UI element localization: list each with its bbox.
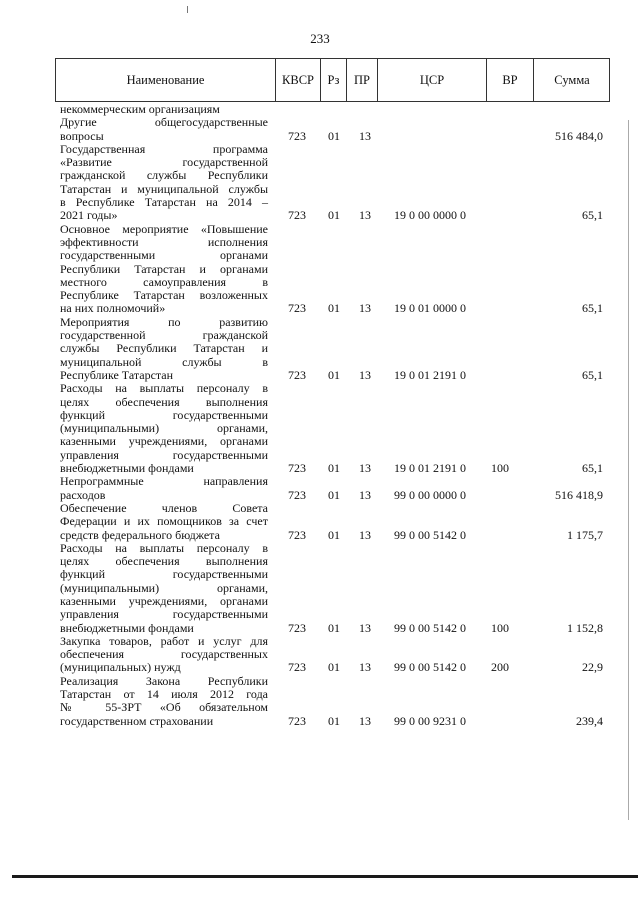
header-pr: ПР (354, 73, 370, 87)
cell-pr: 13 (359, 660, 371, 675)
cell-sum: 239,4 (576, 713, 603, 728)
row-name-line: № 55-ЗРТ «Об обязательном (60, 700, 268, 715)
row-name-line: «Развитие государственной (60, 155, 268, 170)
header-kvsr: КВСР (282, 73, 314, 87)
cell-sum: 65,1 (582, 208, 603, 223)
cell-pr: 13 (359, 301, 371, 316)
cell-vr: 200 (491, 660, 509, 675)
cell-kvsr: 723 (288, 713, 306, 728)
cell-kvsr: 723 (288, 620, 306, 635)
row-name-line: государственной гражданской (60, 328, 268, 343)
table-row (60, 382, 610, 475)
cell-sum: 1 175,7 (567, 527, 603, 542)
row-name-line: государственными органами (60, 248, 268, 263)
row-name-line: Непрограммные направления (60, 474, 268, 489)
row-name-line: Реализация Закона Республики (60, 673, 268, 688)
cell-csr: 99 0 00 5142 0 (394, 620, 466, 635)
row-name-line: службы Республики Татарстан и (60, 341, 268, 356)
row-name-line: Обеспечение членов Совета (60, 500, 268, 515)
row-name-line: местного самоуправления в (60, 274, 268, 289)
row-name-line: Основное мероприятие «Повышение (60, 221, 268, 236)
table-row (60, 223, 610, 316)
cell-rz: 01 (328, 660, 340, 675)
table-body (60, 103, 610, 728)
cell-pr: 13 (359, 527, 371, 542)
row-name-line: Татарстан от 14 июля 2012 года (60, 687, 268, 702)
cell-pr: 13 (359, 487, 371, 502)
cell-kvsr: 723 (288, 301, 306, 316)
cell-vr: 100 (491, 461, 509, 476)
cell-rz: 01 (328, 301, 340, 316)
table-row (60, 635, 610, 675)
row-name-line: (муниципальными) органами, (60, 421, 268, 436)
table-row (60, 103, 610, 116)
cell-rz: 01 (328, 527, 340, 542)
cell-rz: 01 (328, 367, 340, 382)
row-name-line: муниципальной службы в (60, 354, 268, 369)
cell-pr: 13 (359, 620, 371, 635)
cell-rz: 01 (328, 208, 340, 223)
row-name-line: Другие общегосударственные (60, 115, 268, 130)
row-name-line: Расходы на выплаты персоналу в (60, 540, 268, 555)
row-name-line: на них полномочий» (60, 301, 166, 316)
row-name-line: (муниципальных) нужд (60, 660, 181, 675)
row-name-line: обеспечения государственных (60, 647, 268, 662)
table-row (60, 475, 610, 502)
table-row (60, 316, 610, 382)
scan-speck (187, 6, 188, 13)
row-name-line: 2021 годы» (60, 208, 118, 223)
cell-csr: 19 0 01 0000 0 (394, 301, 466, 316)
cell-sum: 1 152,8 (567, 620, 603, 635)
cell-sum: 516 418,9 (555, 487, 603, 502)
row-name-line: внебюджетными фондами (60, 620, 194, 635)
table-row (60, 542, 610, 635)
row-name-line: государственном страховании (60, 713, 214, 728)
cell-kvsr: 723 (288, 660, 306, 675)
row-name-line: функций государственными (60, 567, 268, 582)
row-name-line: в Республике Татарстан на 2014 – (60, 195, 268, 210)
row-name-line: средств федерального бюджета (60, 527, 220, 542)
row-name-line: расходов (60, 487, 106, 502)
cell-csr: 99 0 00 9231 0 (394, 713, 466, 728)
cell-csr: 99 0 00 5142 0 (394, 527, 466, 542)
row-name-line: управления государственными (60, 607, 268, 622)
row-name-line: целях обеспечения выполнения (60, 394, 268, 409)
cell-kvsr: 723 (288, 461, 306, 476)
cell-sum: 65,1 (582, 367, 603, 382)
cell-kvsr: 723 (288, 208, 306, 223)
row-name-line: Закупка товаров, работ и услуг для (60, 633, 268, 648)
header-vr: ВР (502, 73, 518, 87)
row-name-line: управления государственными (60, 447, 268, 462)
cell-vr: 100 (491, 620, 509, 635)
cell-rz: 01 (328, 461, 340, 476)
cell-kvsr: 723 (288, 128, 306, 143)
cell-pr: 13 (359, 128, 371, 143)
cell-rz: 01 (328, 713, 340, 728)
row-name-line: Мероприятия по развитию (60, 314, 268, 329)
table-row (60, 143, 610, 223)
cell-pr: 13 (359, 367, 371, 382)
row-name-line: (муниципальными) органами, (60, 580, 268, 595)
cell-pr: 13 (359, 208, 371, 223)
cell-pr: 13 (359, 713, 371, 728)
row-name-line: Республике Татарстан возложенных (60, 288, 268, 303)
cell-pr: 13 (359, 461, 371, 476)
row-name-line: казенными учреждениями, органами (60, 434, 268, 449)
cell-rz: 01 (328, 620, 340, 635)
row-name-line: Расходы на выплаты персоналу в (60, 381, 268, 396)
page-number: 233 (310, 31, 330, 46)
header-sum: Сумма (554, 73, 590, 87)
cell-rz: 01 (328, 487, 340, 502)
row-name-line: Республике Татарстан (60, 367, 174, 382)
row-name-line: Татарстан и муниципальной службы (60, 181, 268, 196)
row-name-line: Федерации и их помощников за счет (60, 514, 268, 529)
row-name-line: Государственная программа (60, 141, 268, 156)
cell-csr: 19 0 01 2191 0 (394, 461, 466, 476)
cell-csr: 19 0 00 0000 0 (394, 208, 466, 223)
cell-csr: 99 0 00 5142 0 (394, 660, 466, 675)
table-row (60, 502, 610, 542)
cell-sum: 65,1 (582, 461, 603, 476)
row-name-line: некоммерческим организациям (60, 102, 220, 116)
table-header (55, 58, 610, 102)
cell-kvsr: 723 (288, 527, 306, 542)
row-name-line: казенными учреждениями, органами (60, 593, 268, 608)
scan-border (12, 875, 638, 878)
row-name-line: гражданской службы Республики (60, 168, 268, 183)
row-name-line: вопросы (60, 128, 104, 143)
cell-sum: 516 484,0 (555, 128, 603, 143)
row-name-line: целях обеспечения выполнения (60, 554, 268, 569)
row-name-line: эффективности исполнения (60, 234, 268, 249)
table-row (60, 116, 610, 143)
row-name-line: Республики Татарстан и органами (60, 261, 268, 276)
cell-kvsr: 723 (288, 367, 306, 382)
cell-kvsr: 723 (288, 487, 306, 502)
row-name-line: внебюджетными фондами (60, 461, 194, 476)
header-rz: Рз (327, 73, 340, 87)
scan-edge (628, 120, 629, 820)
row-name-line: функций государственными (60, 407, 268, 422)
header-name: Наименование (126, 73, 205, 87)
cell-sum: 65,1 (582, 301, 603, 316)
cell-sum: 22,9 (582, 660, 603, 675)
cell-rz: 01 (328, 128, 340, 143)
cell-csr: 19 0 01 2191 0 (394, 367, 466, 382)
cell-csr: 99 0 00 0000 0 (394, 487, 466, 502)
header-csr: ЦСР (419, 73, 445, 87)
table-row (60, 675, 610, 728)
